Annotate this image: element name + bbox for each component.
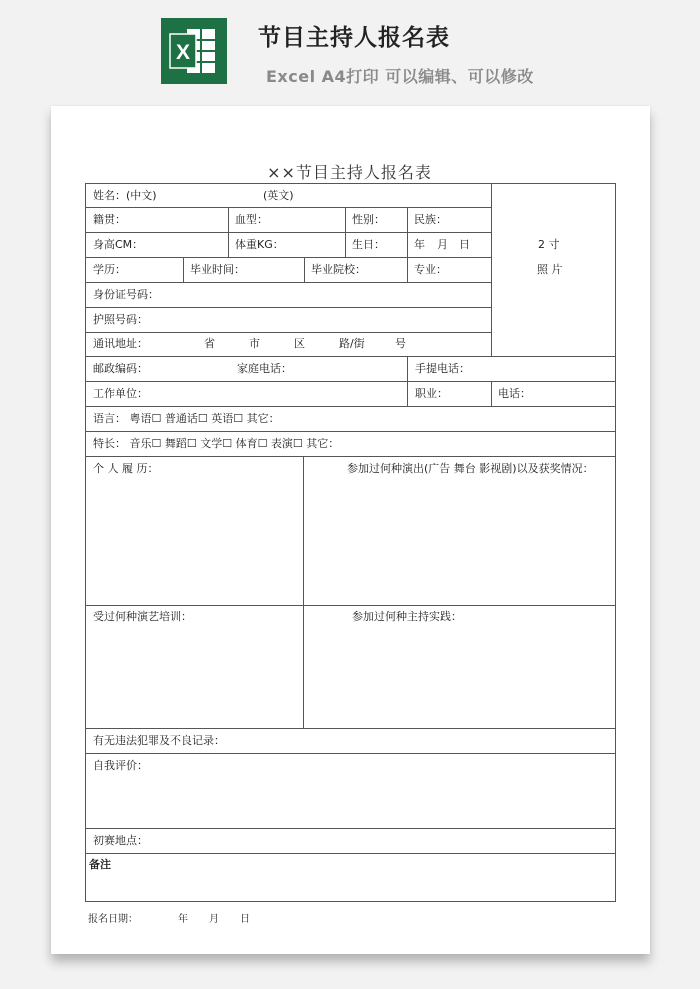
address-district: 区 — [294, 337, 305, 350]
mobile-label: 手提电话： — [415, 362, 470, 375]
specialty-row: 特长： 音乐☐ 舞蹈☐ 文学☐ 体育☐ 表演☐ 其它： — [93, 437, 340, 450]
audition-place-label: 初赛地点： — [93, 834, 148, 847]
excel-icon — [161, 18, 227, 84]
address-label: 通讯地址： — [93, 337, 148, 350]
language-row: 语言： 粤语☐ 普通话☐ 英语☐ 其它： — [93, 412, 280, 425]
occupation-label: 职业： — [415, 387, 448, 400]
registration-form — [85, 183, 616, 902]
criminal-record-label: 有无违法犯罪及不良记录： — [93, 734, 225, 747]
name-en-label: (英文) — [263, 189, 294, 202]
blood-type-label: 血型： — [235, 213, 268, 226]
name-cn-label: 姓名：(中文) — [93, 189, 157, 202]
home-phone-label: 家庭电话： — [237, 362, 292, 375]
id-number-label: 身份证号码： — [93, 288, 159, 301]
apply-date-label: 报名日期： — [88, 914, 138, 925]
address-province: 省 — [204, 337, 215, 350]
hosting-label: 参加过何种主持实践： — [352, 610, 462, 623]
address-road: 路/街 — [339, 337, 365, 350]
training-label: 受过何种演艺培训： — [93, 610, 192, 623]
birthday-month: 月 — [437, 238, 448, 251]
address-number: 号 — [395, 337, 406, 350]
work-unit-label: 工作单位： — [93, 387, 148, 400]
apply-date-month: 月 — [209, 914, 219, 925]
resume-label: 个 人 履 历： — [93, 462, 159, 475]
photo-size-label: 2 寸 — [538, 238, 560, 251]
birthday-day: 日 — [459, 238, 470, 251]
performances-label: 参加过何种演出(广告 舞台 影视剧)以及获奖情况： — [347, 462, 594, 475]
birthday-label: 生日： — [352, 238, 385, 251]
native-place-label: 籍贯： — [93, 213, 126, 226]
ethnicity-label: 民族： — [414, 213, 447, 226]
svg-text:X: X — [175, 41, 191, 64]
passport-label: 护照号码： — [93, 313, 148, 326]
postcode-label: 邮政编码： — [93, 362, 148, 375]
page-subtitle: Excel A4打印 可以编辑、可以修改 — [266, 67, 534, 86]
phone-label: 电话： — [498, 387, 531, 400]
form-title: ××节目主持人报名表 — [267, 163, 432, 182]
birthday-year: 年 — [414, 238, 425, 251]
major-label: 专业： — [414, 263, 447, 276]
address-city: 市 — [249, 337, 260, 350]
gender-label: 性别： — [352, 213, 385, 226]
education-label: 学历： — [93, 263, 126, 276]
remarks-label: 备注 — [89, 858, 111, 871]
page-title: 节目主持人报名表 — [258, 25, 450, 51]
weight-label: 体重KG： — [235, 238, 284, 251]
self-eval-label: 自我评价： — [93, 759, 148, 772]
grad-school-label: 毕业院校： — [311, 263, 366, 276]
apply-date-year: 年 — [178, 914, 188, 925]
apply-date-day: 日 — [240, 914, 250, 925]
grad-time-label: 毕业时间： — [190, 263, 245, 276]
height-label: 身高CM： — [93, 238, 144, 251]
photo-label: 照 片 — [537, 263, 563, 276]
